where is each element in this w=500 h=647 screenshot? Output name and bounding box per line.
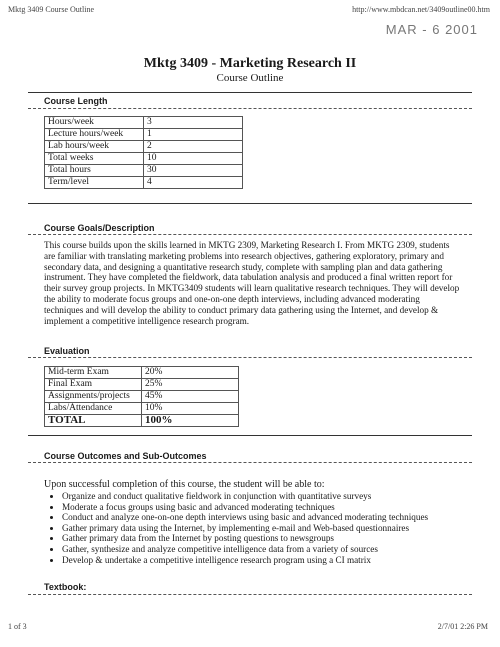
row-label: Hours/week: [45, 117, 144, 129]
table-row: [45, 379, 239, 391]
row-value: 2: [144, 141, 243, 153]
row-value: 45%: [142, 391, 239, 403]
list-item: • Moderate a focus groups using basic and advanced moderating techniques: [62, 502, 482, 513]
row-value: 3: [144, 117, 243, 129]
evaluation-table: [44, 366, 239, 427]
print-timestamp: 2/7/01 2:26 PM: [437, 622, 488, 631]
list-item: • Gather primary data using the Internet, by implementing e-mail and Web-based questionnaires: [62, 523, 482, 534]
table-row: [45, 415, 239, 427]
page-subtitle: Course Outline: [216, 72, 284, 84]
table-row: [45, 367, 239, 379]
outcomes-list: [44, 491, 482, 565]
table-row: [45, 403, 239, 415]
section-heading-evaluation: Evaluation: [44, 346, 90, 356]
list-item: • Gather, synthesize and analyze competitive intelligence data from a variety of sources: [62, 544, 482, 555]
row-value: 20%: [142, 367, 239, 379]
section-heading-course-length: Course Length: [44, 96, 108, 106]
print-header-title: Mktg 3409 Course Outline: [8, 5, 94, 14]
row-label: Total weeks: [45, 153, 144, 165]
row-label: TOTAL: [45, 415, 142, 427]
date-stamp: MAR - 6 2001: [385, 22, 478, 37]
table-row: [45, 141, 243, 153]
row-value: 1: [144, 129, 243, 141]
row-label: Term/level: [45, 177, 144, 189]
divider: [28, 92, 472, 93]
row-value: 100%: [142, 415, 239, 427]
divider: [28, 234, 472, 235]
divider: [28, 435, 472, 436]
page-title: Mktg 3409 - Marketing Research II: [143, 56, 357, 71]
list-item: • Develop & undertake a competitive intelligence research program using a CI matrix: [62, 555, 482, 566]
row-value: 30: [144, 165, 243, 177]
row-label: Lab hours/week: [45, 141, 144, 153]
table-row: [45, 129, 243, 141]
divider: [28, 357, 472, 358]
table-row: [45, 391, 239, 403]
row-label: Mid-term Exam: [45, 367, 142, 379]
page-number: 1 of 3: [8, 622, 27, 631]
row-value: 10%: [142, 403, 239, 415]
row-label: Lecture hours/week: [45, 129, 144, 141]
row-label: Final Exam: [45, 379, 142, 391]
section-heading-outcomes: Course Outcomes and Sub-Outcomes: [44, 451, 207, 461]
divider: [28, 108, 472, 109]
table-row: [45, 177, 243, 189]
row-value: 25%: [142, 379, 239, 391]
list-item: • Conduct and analyze one-on-one depth interviews using basic and advanced moderating techniques: [62, 512, 482, 523]
row-value: 10: [144, 153, 243, 165]
row-label: Labs/Attendance: [45, 403, 142, 415]
table-row: [45, 117, 243, 129]
course-length-table: [44, 116, 243, 189]
list-item: • Organize and conduct qualitative fieldwork in conjunction with quantitative surveys: [62, 491, 482, 502]
table-row: [45, 165, 243, 177]
outcomes-intro: Upon successful completion of this course, the student will be able to:: [44, 479, 325, 490]
divider: [28, 203, 472, 204]
divider: [28, 462, 472, 463]
list-item: • Gather primary data from the Internet by posting questions to newsgroups: [62, 533, 482, 544]
table-row: [45, 153, 243, 165]
section-heading-goals: Course Goals/Description: [44, 223, 155, 233]
section-heading-textbook: Textbook:: [44, 582, 87, 592]
goals-description: This course builds upon the skills learned in MKTG 2309, Marketing Research I. From MKTG 2309, students are familiar with translating marketing problems into research objectives, gathering exploratory, primary and secondary data, and designing a quantitative research study, complete with sampling plan and data gathering instrument. They have completed the fieldwork, data tabulation analysis and produced a final written report for their survey group projects. In MKTG3409 students will learn qualitative research techniques. They will develop the ability to moderate focus groups and one-on-one depth interviews, including advanced moderating techniques and will develop the ability to conduct primary data gathering using the Internet, and develop & implement a competitive intelligence research program.: [44, 240, 460, 326]
row-label: Total hours: [45, 165, 144, 177]
divider: [28, 594, 472, 595]
row-value: 4: [144, 177, 243, 189]
print-header-url: http://www.mbdcan.net/3409outline00.htm: [352, 5, 490, 14]
row-label: Assignments/projects: [45, 391, 142, 403]
